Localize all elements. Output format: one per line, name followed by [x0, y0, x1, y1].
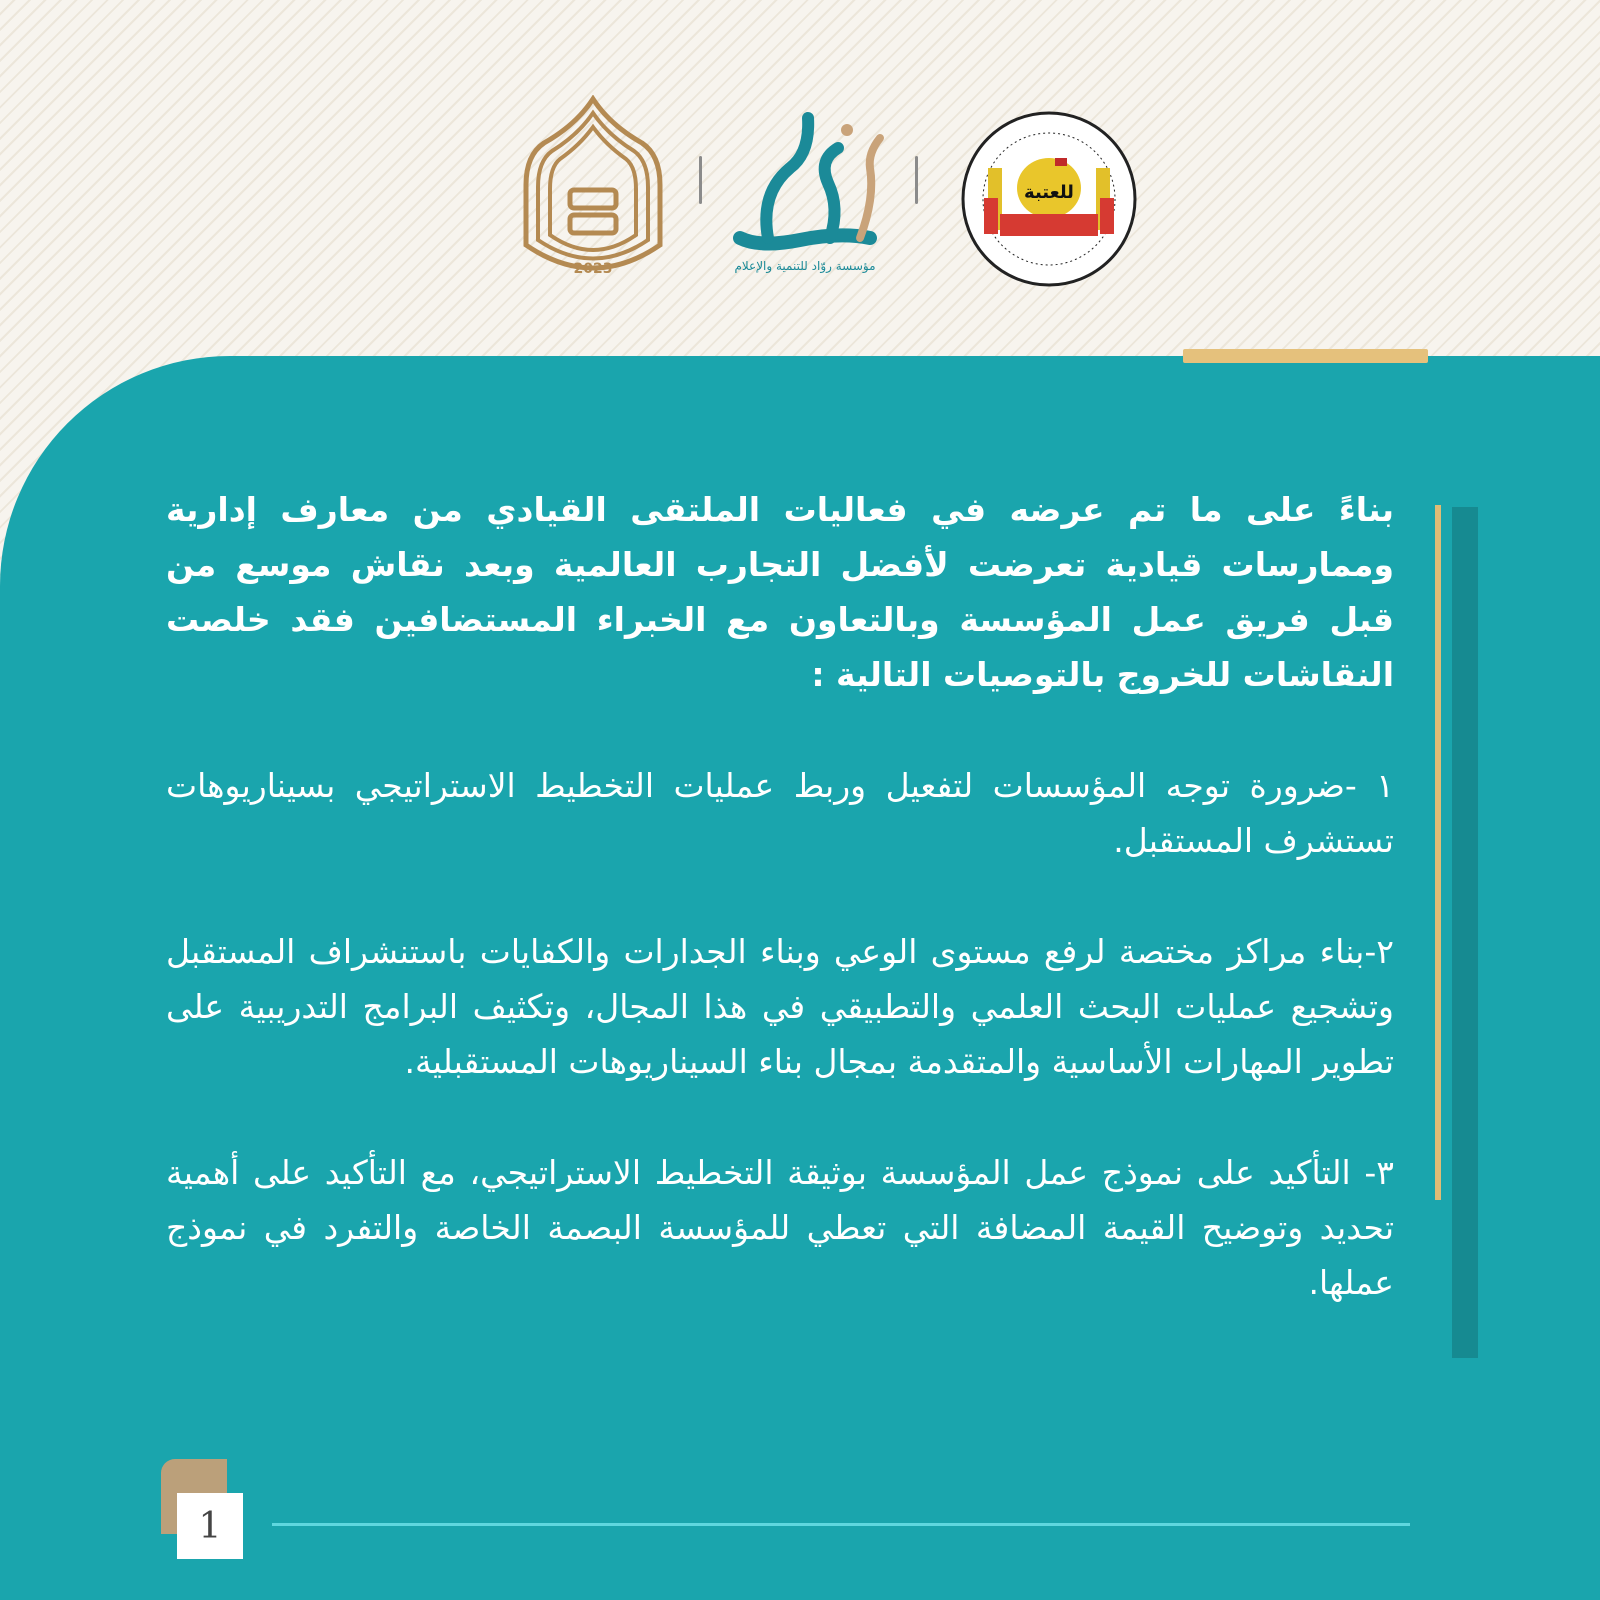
gold-accent-bar — [1183, 349, 1428, 363]
separator — [915, 156, 918, 204]
separator — [699, 156, 702, 204]
logo-year: 2023 — [573, 261, 613, 277]
gold-side-line — [1435, 505, 1441, 1200]
recommendation-item: ٢-بناء مراكز مختصة لرفع مستوى الوعي وبناء الجدارات والكفايات باستنشراف المستقبل وتشجيع عمليات البحث العلمي والتطبيقي في هذا المجال، وتكثيف البرامج التدريبية على تطوير المهارات الأساسية والمتقدمة بمجال بناء السيناريوهات المستقبلية. — [166, 932, 1394, 1081]
recommendation-item: ١ -ضرورة توجه المؤسسات لتفعيل وربط عمليات التخطيط الاستراتيجي بسيناريوهات تستشرف المستقبل. — [166, 766, 1394, 860]
rowad-subtitle: مؤسسة روّاد للتنمية والإعلام — [734, 259, 876, 273]
recommendations-text — [166, 482, 1394, 1366]
rowad-logo — [720, 98, 890, 283]
intro-paragraph: بناءً على ما تم عرضه في فعاليات الملتقى القيادي من معارف إدارية وممارسات قيادية تعرضت لأفضل التجارب العالمية وبعد نقاش موسع من قبل فريق عمل المؤسسة وبالتعاون مع الخبراء المستضافين فقد خلصت النقاشات للخروج بالتوصيات التالية : — [166, 490, 1394, 694]
dark-side-strip — [1452, 507, 1478, 1358]
logo-row — [0, 90, 1600, 300]
forum-2023-logo — [522, 95, 664, 287]
page-number: 1 — [177, 1493, 243, 1559]
holy-shrine-seal-logo — [960, 110, 1138, 288]
footer-line — [272, 1523, 1410, 1526]
svg-text:للعتبة: للعتبة — [1024, 182, 1074, 203]
recommendation-item: ٣- التأكيد على نموذج عمل المؤسسة بوثيقة التخطيط الاستراتيجي، مع التأكيد على أهمية تحديد وتوضيح القيمة المضافة التي تعطي للمؤسسة البصمة الخاصة والتفرد في نموذج عملها. — [166, 1153, 1394, 1302]
